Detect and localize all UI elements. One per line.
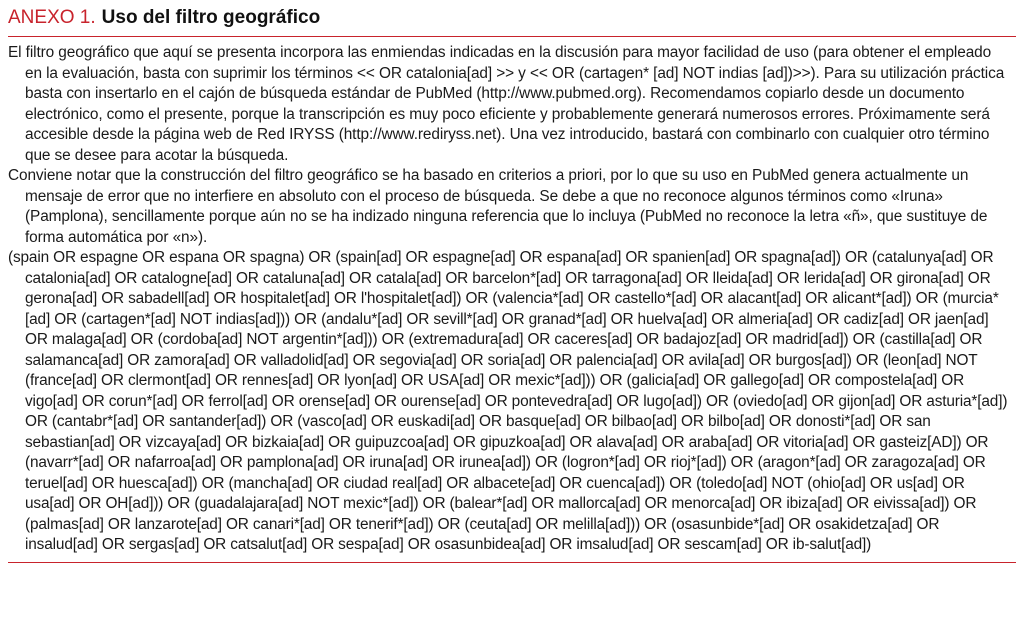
annex-label: ANEXO 1. [8, 7, 96, 28]
annex-title: Uso del filtro geográfico [101, 7, 321, 28]
geographic-filter-query: (spain OR espagne OR espana OR spagna) OR (spain[ad] OR espagne[ad] OR espana[ad] OR spanien[ad] OR spagna[ad]) OR (catalunya[ad] OR catalonia[ad] OR catalogne[ad] OR cataluna[ad] OR catala[ad] OR barcelon*[ad] OR tarragona[ad] OR lleida[ad] OR lerida[ad] OR girona[ad] OR gerona[ad] OR sabadell[ad] OR hospitalet[ad] OR l'hospitalet[ad]) OR (valencia*[ad] OR castello*[ad] OR alacant[ad] OR alicant*[ad]) OR (murcia*[ad] OR (cartagen*[ad] NOT indias[ad])) OR (andalu*[ad] OR sevill*[ad] OR granad*[ad] OR huelva[ad] OR almeria[ad] OR cadiz[ad] OR jaen[ad] OR malaga[ad] OR (cordoba[ad] NOT argentin*[ad])) OR (extremadura[ad] OR caceres[ad] OR badajoz[ad] OR madrid[ad]) OR (castilla[ad] OR salamanca[ad] OR zamora[ad] OR valladolid[ad] OR segovia[ad] OR soria[ad] OR palencia[ad] OR avila[ad] OR burgos[ad]) OR (leon[ad] NOT (france[ad] OR clermont[ad] OR rennes[ad] OR lyon[ad] OR USA[ad] OR mexic*[ad])) OR (galicia[ad] OR gallego[ad] OR compostela[ad] OR vigo[ad] OR corun*[ad] OR ferrol[ad] OR orense[ad] OR ourense[ad] OR pontevedra[ad] OR lugo[ad]) OR (oviedo[ad] OR gijon[ad] OR asturia*[ad]) OR (cantabr*[ad] OR santander[ad]) OR (vasco[ad] OR euskadi[ad] OR basque[ad] OR bilbao[ad] OR bilbo[ad] OR donosti*[ad] OR san sebastian[ad] OR vizcaya[ad] OR bizkaia[ad] OR guipuzcoa[ad] OR gipuzkoa[ad] OR alava[ad] OR araba[ad] OR vitoria[ad] OR gasteiz[AD]) OR (navarr*[ad] OR nafarroa[ad] OR pamplona[ad] OR iruna[ad] OR irunea[ad]) OR (logron*[ad] OR rioj*[ad]) OR (aragon*[ad] OR zaragoza[ad] OR teruel[ad] OR huesca[ad]) OR (mancha[ad] OR ciudad real[ad] OR albacete[ad] OR cuenca[ad]) OR (toledo[ad] NOT (ohio[ad] OR us[ad] OR usa[ad] OR OH[ad])) OR (guadalajara[ad] NOT mexic*[ad]) OR (balear*[ad] OR mallorca[ad] OR menorca[ad] OR ibiza[ad] OR eivissa[ad]) OR (palmas[ad] OR lanzarote[ad] OR canari*[ad] OR tenerif*[ad]) OR (ceuta[ad] OR melilla[ad])) OR (osasunbide*[ad] OR osakidetza[ad] OR insalud[ad] OR sergas[ad] OR catsalut[ad] OR sespa[ad] OR osasunbidea[ad] OR imsalud[ad] OR sescam[ad] OR ib-salut[ad]) [8, 249, 1008, 553]
annex-heading [8, 0, 1016, 36]
bottom-divider [8, 562, 1016, 563]
paragraph-note: Conviene notar que la construcción del filtro geográfico se ha basado en criterios a priori, por lo que su uso en PubMed genera actualmente un mensaje de error que no interfiere en absoluto con el proceso de búsqueda. Se debe a que no reconoce algunos términos como «Iruna» (Pamplona), sencillamente porque aún no se ha indizado ninguna referencia que lo incluya (PubMed no reconoce la letra «ñ», que sustituye de forma automática por «n»). [8, 167, 988, 246]
annex-body [8, 37, 1016, 562]
paragraph-usage: El filtro geográfico que aquí se presenta incorpora las enmiendas indicadas en la discusión para mayor facilidad de uso (para obtener el empleado en la evaluación, basta con suprimir los términos << OR catalonia[ad] >> y << OR (cartagen* [ad] NOT indias [ad])>>). Para su utilización práctica basta con insertarlo en el cajón de búsqueda estándar de PubMed (http://www.pubmed.org). Recomendamos copiarlo desde un documento electrónico, como el presente, porque la transcripción es muy poco eficiente y probablemente generará numerosos errores. Próximamente será accesible desde la página web de Red IRYSS (http://www.rediryss.net). Una vez introducido, bastará con combinarlo con cualquier otro término que se desee para acotar la búsqueda. [8, 44, 1005, 164]
annex-section [8, 0, 1016, 563]
